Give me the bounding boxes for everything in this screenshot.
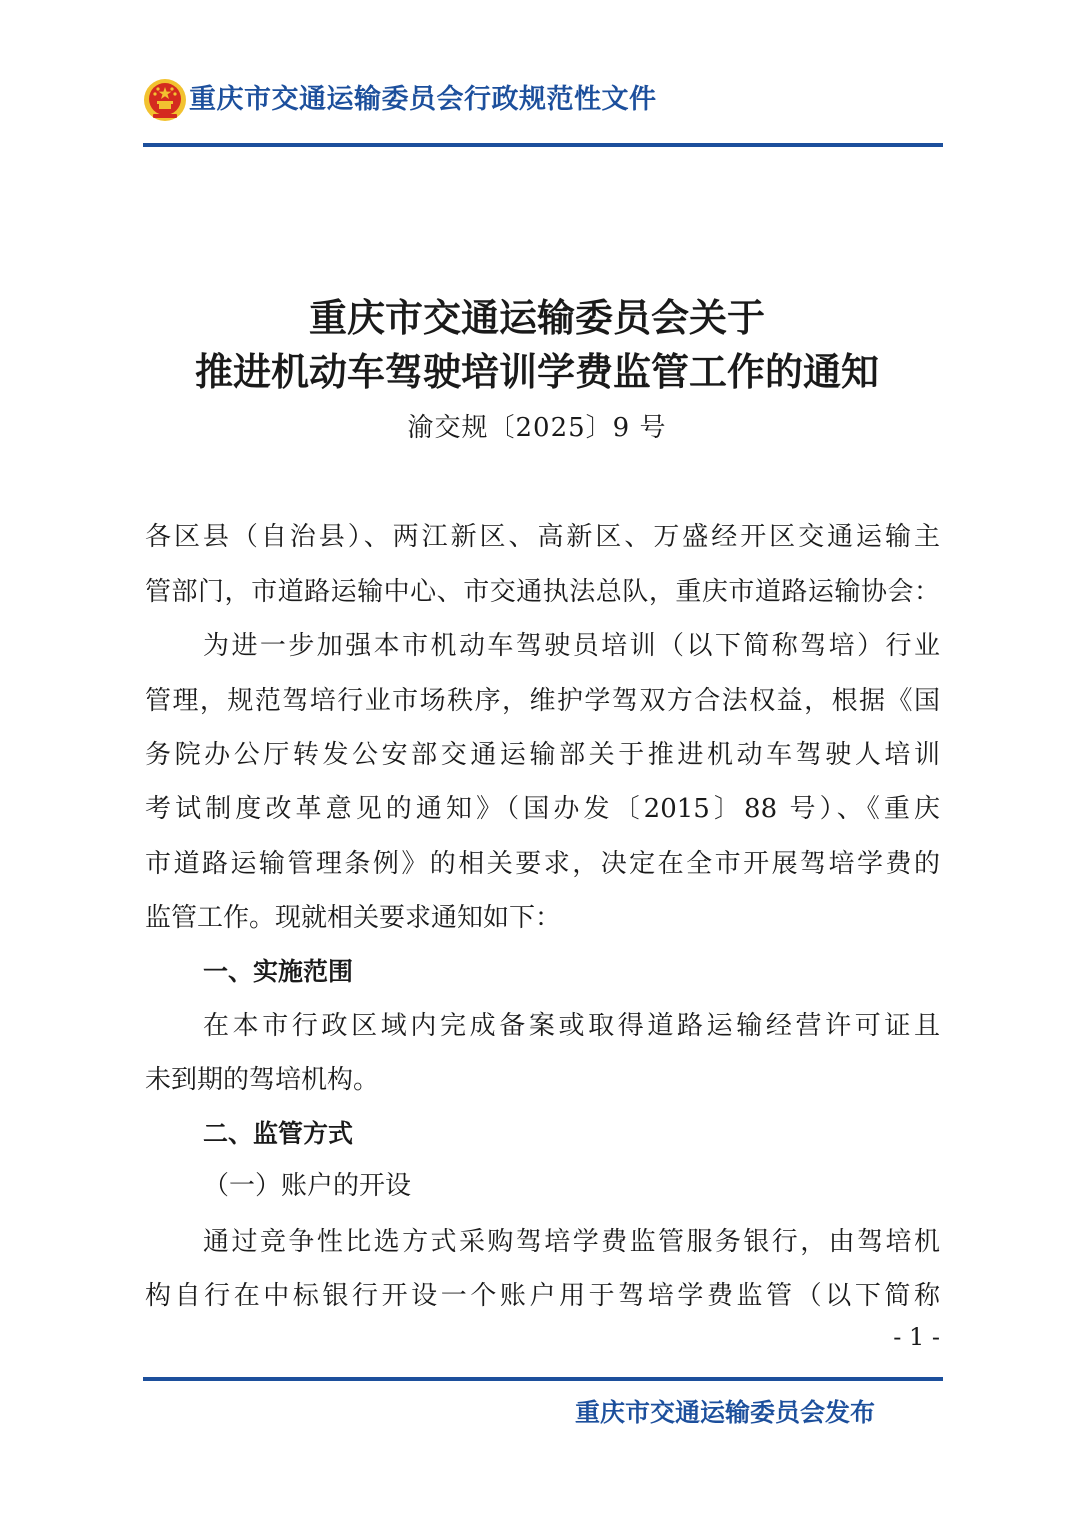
paragraph-line: 未到期的驾培机构。	[145, 1065, 380, 1095]
section-heading: 一、实施范围	[203, 957, 354, 986]
document-number: 渝交规〔2025〕9 号	[407, 413, 667, 443]
paragraph-line: 为进一步加强本市机动车驾驶员培训（以下简称驾培）行业	[203, 631, 940, 661]
paragraph-line: 构自行在中标银行开设一个账户用于驾培学费监管（以下简称	[145, 1281, 940, 1311]
footer-publisher: 重庆市交通运输委员会发布	[575, 1398, 876, 1427]
document-title-line-1: 重庆市交通运输委员会关于	[308, 295, 765, 340]
paragraph-line: 管理，规范驾培行业市场秩序，维护学驾双方合法权益，根据《国	[145, 686, 940, 716]
subsection-heading: （一）账户的开设	[203, 1171, 412, 1201]
document-header	[143, 78, 943, 124]
header-title: 重庆市交通运输委员会行政规范性文件	[189, 84, 657, 115]
paragraph-line: 市道路运输管理条例》的相关要求，决定在全市开展驾培学费的	[145, 849, 940, 879]
page-number: - 1 -	[893, 1323, 940, 1351]
paragraph-line: 监管工作。现就相关要求通知如下：	[145, 903, 562, 933]
paragraph-line: 在本市行政区域内完成备案或取得道路运输经营许可证且	[203, 1011, 940, 1041]
addressee-line: 各区县（自治县）、两江新区、高新区、万盛经开区交通运输主	[145, 522, 940, 552]
section-heading: 二、监管方式	[203, 1119, 354, 1148]
addressee-line: 管部门，市道路运输中心、市交通执法总队，重庆市道路运输协会：	[145, 577, 940, 607]
footer-rule	[143, 1377, 943, 1381]
paragraph-line: 通过竞争性比选方式采购驾培学费监管服务银行，由驾培机	[203, 1227, 940, 1257]
document-title-line-2: 推进机动车驾驶培训学费监管工作的通知	[194, 349, 879, 394]
header-rule	[143, 143, 943, 147]
paragraph-line: 务院办公厅转发公安部交通运输部关于推进机动车驾驶人培训	[145, 740, 940, 770]
national-emblem-icon	[143, 78, 187, 122]
paragraph-line: 考试制度改革意见的通知》（国办发〔2015〕88 号）、《重庆	[145, 794, 940, 824]
